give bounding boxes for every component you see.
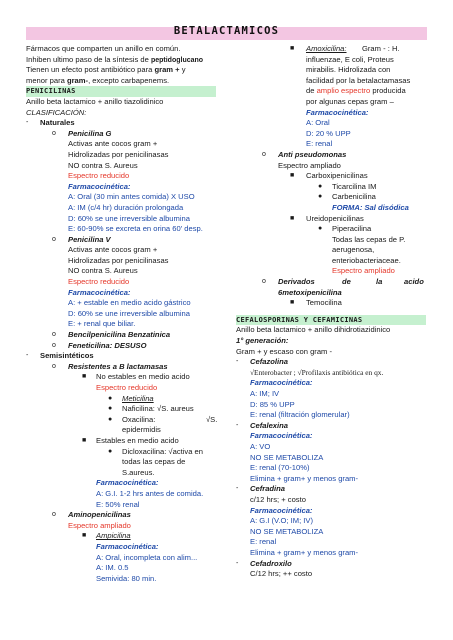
cefradina-pk: E: renal [250,537,277,547]
cef-header: CEFALOSPORINAS Y CEFAMICINAS [236,315,426,326]
derivados-item: o Derivados de la acido [262,277,424,287]
cef-desc: Anillo beta lactamico + anillo dihidrotiazidinico [236,325,391,335]
left-column [26,44,226,584]
meticilina-item: ● Meticilina [108,393,154,403]
cefradina-item: - Cefradina [236,484,286,494]
metoxi-text: 6metoxipenicilina [278,287,342,297]
temocilina-item: ■ Temocilina [290,298,342,308]
epidermidis-text: epidermidis [122,425,161,435]
pen-v-pk: E: + renal que biliar. [68,319,136,329]
intro-line: Tienen un efecto post antibiótico para gram + y [26,65,186,75]
cefradina-note: c/12 hrs; + costo [250,494,306,504]
oxacilina-item: ● Oxacilina: √S. [108,414,218,424]
pen-g-farmaco-label: Farmacocinética: [68,181,131,191]
carbenicilina-item: ● Carbenicilina [318,192,376,202]
cefazolina-pk: E: renal (filtración glomerular) [250,410,350,420]
right-column [236,44,428,580]
gen1-label: 1° generación: [236,336,289,346]
cefazolina-note: √Enterobacter ; √Profilaxis antibiótica en qx. [250,367,384,377]
piperacilina-item: ● Piperacilina [318,224,372,234]
cefazolina-item: - Cefazolina [236,357,288,367]
carboxi-item: ■ Carboxipenicilinas [290,171,368,181]
pen-g-line: Hidrolizadas por penicilinasas [68,149,169,159]
cefradina-pk: Elimina + gram+ y menos gram- [250,547,359,557]
amp-pk: A: IM. 0.5 [96,563,129,573]
naficilina-item: ● Naficilina: √S. aureus [108,404,194,414]
pen-g-espectro: Espectro reducido [68,171,130,181]
pen-v-line: Activas ante cocos gram + [68,245,158,255]
forma-label: FORMA: Sal disódica [332,202,409,212]
pen-v-espectro: Espectro reducido [68,277,130,287]
cefalexina-pk: E: renal (70-10%) [250,463,310,473]
cefalexina-pk: A: VO [250,441,271,451]
dicloxa-farmaco-label: Farmacocinética: [96,478,159,488]
ampicilina-item: ■ Ampicilina [82,531,131,541]
todas-espectro: Espectro ampliado [332,266,395,276]
dicloxa-line: S.aureus. [122,467,155,477]
cefazolina-pk: D: 85 % UPP [250,399,295,409]
gram-text: Gram + y escaso con gram - [236,346,333,356]
pen-g-line: Activas ante cocos gram + [68,139,158,149]
amoxi-line: facilidad por la betalactamasas [306,75,411,85]
amino-espectro: Espectro ampliado [68,520,131,530]
dicloxa-pk: E: 50% renal [96,499,140,509]
bencil-item: o Bencilpenicilina Benzatinica [52,330,171,340]
amoxi-farmaco-label: Farmacocinética: [306,107,369,117]
intro-line: Inhiben ultimo paso de la síntesis de peptidoglucano [26,54,204,64]
amp-pk: Semivida: 80 min. [96,573,157,583]
amp-farmaco-label: Farmacocinética: [96,541,159,551]
pen-v-line: Hidrolizadas por penicilinasas [68,255,169,265]
dicloxa-line: todas las cepas de [122,457,186,467]
amp-pk: A: Oral, incompleta con alim... [96,552,198,562]
cefazolina-farmaco-label: Farmacocinética: [250,378,313,388]
pen-g-line: NO contra S. Aureus [68,160,138,170]
pen-g-pk: A: Oral (30 min antes comida) X USO [68,192,195,202]
cefradina-pk: A: G.I (V.O; IM; IV) [250,516,314,526]
esp-reducido: Espectro reducido [96,383,158,392]
todas-line: enteriobacteriaceae. [332,255,401,265]
pen-g-pk: D: 60% se une irreversible albumina [68,213,190,223]
todas-line: aerugenosa, [332,245,375,255]
ticarcilina-item: ● Ticarcilina IM [318,181,377,191]
intro-line: menor para gram-, excepto carbapenems. [26,75,170,85]
pen-g-pk: E: 60-90% se excreta en orina 60' desp. [68,224,203,234]
amoxi-line: mirabilis. Hidrolizada con [306,65,391,75]
amoxi-line: por algunas cepas gram – [306,96,394,106]
penicilinas-header: PENICILINAS [26,86,216,97]
cefradina-pk: NO SE METABOLIZA [250,526,324,536]
amoxi-line: de amplio espectro producida [306,86,406,96]
semisinteticos-item: - Semisintéticos [26,351,94,361]
cefalexina-pk: Elimina + gram+ y menos gram- [250,473,359,483]
pen-v-line: NO contra S. Aureus [68,266,138,276]
amoxi-pk: E: renal [306,139,333,149]
cefazolina-pk: A: IM; IV [250,389,280,398]
pen-v-pk: D: 60% se une irreversible albumina [68,308,190,318]
penicilinas-desc: Anillo beta lactamico + anillo tiazolidinico [26,96,164,106]
amoxi-pk: A: Oral [306,118,330,128]
no-estables-item: ■ No estables en medio acido [82,372,190,382]
fenetic-item: o Feneticilina: DESUSO [52,340,147,350]
estables-item: ■ Estables en medio acido [82,435,179,445]
aminopen-item: o Aminopenicilinas [52,510,131,520]
clasificacion-label: CLASIFICACIÓN: [26,107,87,117]
dicloxa-item: ● Dicloxacilina: √activa en [108,446,203,456]
anti-pseudo-item: o Anti pseudomonas [262,149,347,159]
naturales-item: - Naturales [26,118,75,128]
intro-line: Fármacos que comparten un anillo en común. [26,44,181,53]
amoxi-pk: D: 20 % UPP [306,128,351,138]
cefalexina-pk: NO SE METABOLIZA [250,452,324,462]
amoxi-line: influenzae, E coli, Proteus [306,54,394,64]
anti-espectro: Espectro ampliado [278,160,341,170]
resistentes-item: o Resistentes a B lactamasas [52,361,168,371]
cefalexina-farmaco-label: Farmacocinética: [250,431,313,441]
pen-v-pk: A: + estable en medio acido gástrico [68,298,191,308]
cefadroxilo-item: - Cefadroxilo [236,558,292,568]
pen-v-details [68,245,226,330]
dicloxa-pk: A: G.I. 1-2 hrs antes de comida. [96,488,204,498]
pen-v-farmaco-label: Farmacocinética: [68,287,131,297]
todas-line: Todas las cepas de P. [332,234,406,244]
pen-v-item: o Penicilina V [52,234,111,244]
page-title: BETALACTAMICOS [173,25,280,37]
pen-g-pk: A: IM (c/4 hr) duración prolongada [68,202,184,212]
cefadroxilo-note: C/12 hrs; ++ costo [250,569,313,579]
ureido-item: ■ Ureidopenicilinas [290,213,364,223]
pen-g-item: o Penicilina G [52,128,112,138]
cefalexina-item: - Cefalexina [236,420,288,430]
pen-g-details [68,139,226,234]
cefradina-farmaco-label: Farmacocinética: [250,505,313,515]
amoxi-item: ■ Amoxicilina: Gram - : H. [290,44,400,53]
